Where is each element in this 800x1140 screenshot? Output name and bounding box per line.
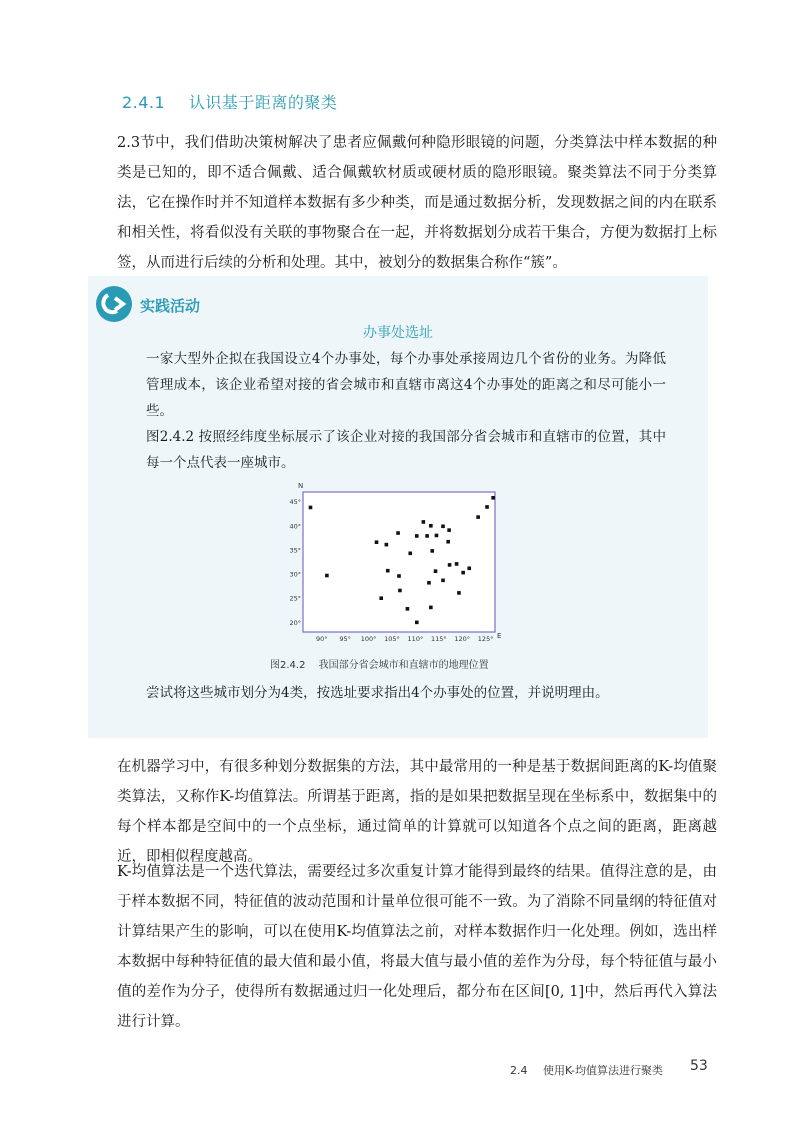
footer-section-title: 使用K-均值算法进行聚类 [543,1064,664,1077]
city-point [435,534,439,538]
page-number: 53 [690,1058,708,1074]
city-point [429,524,433,528]
city-point [325,574,329,578]
activity-title: 办事处选址 [363,325,433,341]
x-tick-label: 90° [315,635,328,643]
y-tick-label: 35° [289,546,301,555]
city-point [457,591,461,595]
city-point [441,524,445,528]
activity-paragraph-3: 尝试将这些城市划分为4类，按选址要求指出4个办事处的位置，并说明理由。 [146,685,609,701]
city-point [429,606,433,610]
city-point [375,540,379,544]
activity-icon [96,286,132,322]
y-tick-label: 30° [289,570,301,579]
page-footer [510,1062,663,1078]
city-point [398,589,402,593]
x-tick-label: 125° [477,635,494,643]
kmeans-paragraph-1: 在机器学习中，有很多种划分数据集的方法，其中最常用的一种是基于数据间距离的K-均值聚类算法，又称作K-均值算法。所谓基于距离，指的是如果把数据呈现在坐标系中，数据集中的每个样本都是空间中的一个点坐标，通过简单的计算就可以知道各个点之间的距离，距离越近，即相似程度越高。 [117,759,717,865]
city-point [415,534,419,538]
y-tick-label: 20° [289,618,301,627]
city-point [461,571,465,575]
city-point [397,574,401,578]
city-point [491,496,495,500]
activity-paragraph-1: 一家大型外企拟在我国设立4个办事处，每个办事处承接周边几个省份的业务。为降低管理成本，该企业希望对接的省会城市和直辖市离这4个办事处的距离之和尽可能小一些。 [146,351,666,419]
y-tick-label: 25° [289,594,301,603]
city-point [447,528,451,532]
city-point [446,540,450,544]
plot-frame [303,492,495,632]
kmeans-paragraph-2: K-均值算法是一个迭代算法，需要经过多次重复计算才能得到最终的结果。值得注意的是，由于样本数据不同，特征值的波动范围和计量单位很可能不一致。为了消除不同量纲的特征值对计算结果产生的影响，可以在使用K-均值算法之前，对样本数据作归一化处理。例如，选出样本数据中每种特征值的最大值和最小值，将最大值与最小值的差作为分母，每个特征值与最小值的差作为分子，使得所有数据通过归一化处理后，都分布在区间[0, 1]中，然后再代入算法进行计算。 [117,864,717,1030]
city-point [425,534,429,538]
footer-section-number: 2.4 [510,1064,528,1077]
x-tick-label: 120° [454,635,471,643]
activity-paragraph-2: 图2.4.2 按照经纬度坐标展示了该企业对接的我国部分省会城市和直辖市的位置，其中每一个点代表一座城市。 [146,429,666,471]
city-point [485,505,489,509]
y-axis-label: N [298,482,304,490]
city-point [396,531,400,535]
city-point [309,506,313,510]
city-point [379,596,383,600]
x-tick-label: 100° [360,635,377,643]
city-point [467,566,471,570]
y-tick-label: 45° [289,498,301,507]
city-point [455,562,459,566]
city-point [476,515,480,519]
city-point [448,563,452,567]
activity-label: 实践活动 [140,297,201,315]
figure-caption-text: 我国部分省会城市和直辖市的地理位置 [318,660,489,671]
city-point [430,549,434,553]
city-point [427,581,431,585]
figure-caption [270,656,489,671]
city-point [434,569,438,573]
city-point [408,552,412,556]
city-point [441,579,445,583]
city-point [422,520,426,524]
x-tick-label: 110° [407,635,424,643]
city-point [406,607,410,611]
x-tick-label: 95° [339,635,351,643]
section-heading [122,90,337,113]
intro-paragraph: 2.3节中，我们借助决策树解决了患者应佩戴何种隐形眼镜的问题，分类算法中样本数据的种类是已知的，即不适合佩戴、适合佩戴软材质或硬材质的隐形眼镜。聚类算法不同于分类算法，它在操作时并不知道样本数据有多少种类，而是通过数据分析，发现数据之间的内在联系和相关性，将看似没有关联的事物聚合在一起，并将数据划分成若干集合，方便为数据打上标签，从而进行后续的分析和处理。其中，被划分的数据集合称作“簇”。 [117,135,717,271]
x-tick-label: 115° [430,635,447,643]
section-number: 2.4.1 [122,93,166,112]
scatter-plot [288,478,518,648]
figure-number: 图2.4.2 [270,660,306,671]
city-point [386,569,390,573]
y-tick-label: 40° [289,522,301,531]
city-point [415,621,419,625]
x-axis-label: E [497,632,502,640]
section-title: 认识基于距离的聚类 [188,93,338,112]
city-scatter-figure [288,478,518,648]
x-tick-label: 105° [384,635,400,643]
city-point [385,543,389,547]
